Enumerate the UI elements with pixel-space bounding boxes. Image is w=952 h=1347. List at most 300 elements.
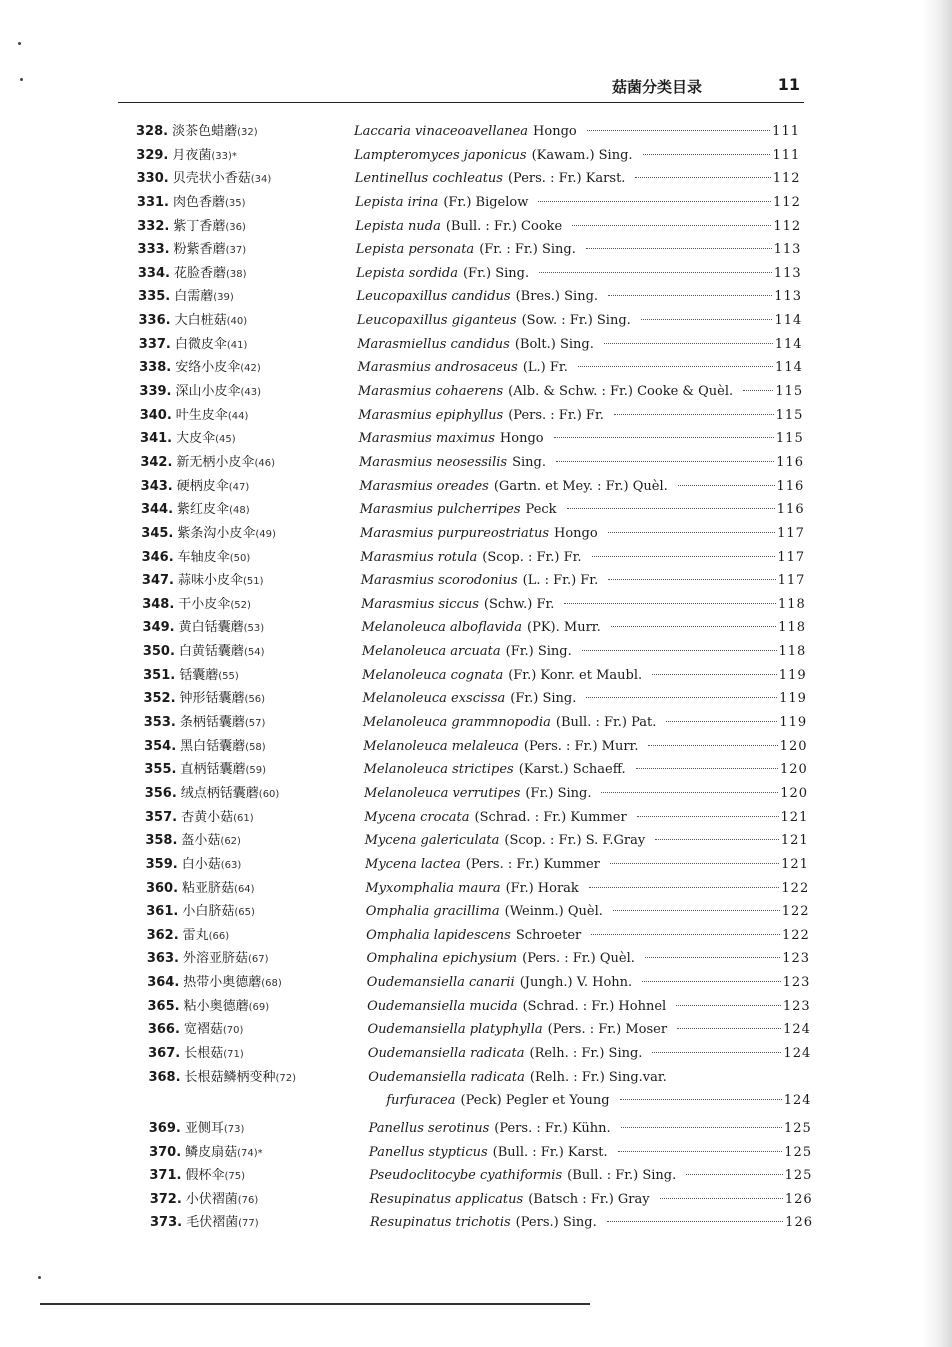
plate-reference: (47): [228, 481, 250, 493]
plate-reference: (42): [240, 363, 261, 375]
dot-leader: [587, 130, 770, 131]
index-entry: [0, 571, 952, 595]
page-ref: 123: [782, 975, 811, 991]
chinese-name: 紫丁香蘑: [173, 218, 226, 234]
entry-number: 338.: [139, 360, 172, 376]
plate-reference: (44): [227, 410, 249, 422]
page-ref: 111: [772, 147, 801, 163]
latin-name-cell: [365, 831, 809, 851]
chinese-name: 叶生皮伞: [175, 407, 228, 423]
chinese-name: 长根菇: [184, 1045, 224, 1061]
plate-reference: (71): [223, 1048, 244, 1060]
author-citation: (Fr.) Sing.: [462, 265, 530, 281]
latin-name-cell: [368, 1044, 811, 1064]
chinese-name: 新无柄小皮伞: [176, 454, 255, 470]
entry-number: 337.: [138, 336, 171, 352]
dot-leader: [572, 225, 771, 226]
plate-reference: (49): [255, 528, 276, 540]
index-entry: [0, 855, 952, 879]
page-ref: 125: [784, 1144, 813, 1160]
chinese-name-cell: [142, 571, 264, 592]
page-ref: 120: [779, 738, 808, 754]
index-entry: [0, 997, 952, 1021]
latin-name-cell: [361, 595, 806, 615]
entry-number: 340.: [139, 407, 172, 423]
latin-species: Lepista irina: [355, 194, 439, 210]
author-citation: (Bolt.) Sing.: [514, 336, 594, 352]
entry-number: 367.: [148, 1045, 181, 1061]
chinese-name: 条柄铦囊蘑: [179, 715, 245, 731]
page-ref: 118: [777, 596, 806, 612]
dot-leader: [564, 603, 776, 604]
chinese-name: 车轴皮伞: [177, 549, 230, 565]
latin-species: Melanoleuca alboflavida: [361, 620, 523, 636]
entry-number: 331.: [136, 194, 169, 210]
author-citation: (Fr.) Konr. et Maubl.: [508, 667, 643, 683]
index-entry: [0, 949, 952, 973]
chinese-name-cell: [149, 1119, 245, 1140]
author-citation: (L.) Fr.: [522, 360, 568, 376]
chinese-name: 铦囊蘑: [179, 667, 219, 683]
page-ref: 115: [775, 407, 804, 423]
dot-leader: [607, 1221, 783, 1222]
latin-species: Melanoleuca strictipes: [363, 762, 514, 778]
page-ref: 115: [775, 384, 804, 400]
latin-species: Leucopaxillus candidus: [356, 289, 511, 305]
latin-name-cell: [366, 902, 810, 922]
chinese-name-cell: [146, 855, 242, 876]
index-entry: [0, 287, 952, 311]
plate-reference: (61): [233, 812, 254, 824]
chinese-name-cell: [141, 477, 250, 498]
chinese-name: 粘小奥德蘑: [183, 998, 249, 1014]
index-entry: [0, 831, 952, 855]
index-entry: [0, 169, 952, 193]
page-ref: 112: [772, 171, 801, 187]
entry-number: 329.: [136, 147, 169, 163]
page-ref: 118: [778, 644, 807, 660]
chinese-name: 紫红皮伞: [177, 502, 230, 518]
chinese-name-cell: [148, 1020, 244, 1041]
latin-name-cell: [359, 429, 804, 449]
index-entry: [0, 122, 952, 146]
page-ref: 123: [782, 998, 811, 1014]
author-citation: Hongo: [554, 525, 598, 541]
index-entry: [0, 760, 952, 784]
index-entry: [0, 453, 952, 477]
plate-reference: (60): [258, 788, 280, 800]
chinese-name: 钟形铦囊蘑: [179, 691, 245, 707]
latin-name-cell: [358, 382, 803, 402]
author-citation: (Karst.) Schaeff.: [518, 762, 626, 778]
chinese-name: 亚侧耳: [184, 1120, 224, 1136]
chinese-name-cell: [143, 642, 265, 663]
chinese-name: 干小皮伞: [178, 596, 231, 612]
latin-species: Omphalina epichysium: [366, 951, 518, 967]
latin-name-cell: [356, 264, 802, 284]
index-entry: [0, 264, 952, 288]
plate-reference: (57): [244, 718, 266, 730]
dot-leader: [652, 674, 777, 675]
running-title: 菇菌分类目录: [611, 78, 702, 96]
entry-number: 336.: [138, 313, 171, 329]
plate-reference: (53): [243, 623, 265, 635]
latin-species: Marasmius rotula: [360, 549, 478, 565]
index-entry: [0, 548, 952, 572]
index-entry: [0, 1068, 952, 1115]
chinese-name-cell: [148, 1044, 244, 1065]
index-entry: [0, 784, 952, 808]
latin-species: Lepista personata: [355, 242, 475, 258]
author-citation: (L. : Fr.) Fr.: [522, 573, 599, 589]
author-citation: (Pers. : Fr.) Moser: [547, 1022, 668, 1038]
plate-reference: (54): [243, 647, 265, 659]
chinese-name: 雷丸: [182, 927, 209, 943]
chinese-name: 直柄铦囊蘑: [180, 762, 246, 778]
chinese-name-cell: [145, 831, 241, 852]
entry-number: 362.: [146, 927, 179, 943]
chinese-name-cell: [139, 335, 248, 356]
chinese-name-cell: [140, 406, 249, 427]
index-entry: [0, 382, 952, 406]
chinese-name-cell: [138, 240, 247, 261]
chinese-name: 小伏褶菌: [185, 1191, 238, 1207]
author-citation: (Scop. : Fr.) Fr.: [482, 549, 582, 565]
entry-number: 370.: [149, 1144, 182, 1160]
author-citation: (Bull. : Fr.) Pat.: [555, 715, 657, 731]
latin-species: Lampteromyces japonicus: [354, 147, 527, 163]
author-citation: (Fr.) Sing.: [510, 691, 577, 707]
dot-leader: [643, 154, 771, 155]
plate-reference: (62): [220, 836, 241, 848]
plate-reference: (68): [261, 978, 282, 990]
author-citation: Sing.: [512, 454, 546, 470]
latin-species: Marasmiellus candidus: [357, 336, 510, 352]
chinese-name: 假杯伞: [185, 1168, 225, 1184]
chinese-name: 杏黄小菇: [181, 809, 234, 825]
chinese-name: 长根菇鳞柄变种: [184, 1069, 276, 1085]
page-ref: 124: [783, 1022, 811, 1038]
chinese-name-cell: [136, 122, 258, 143]
index-entry: [0, 240, 952, 264]
dot-leader: [538, 201, 771, 202]
index-entry: [0, 595, 952, 619]
page-ref: 120: [780, 785, 809, 801]
scan-speck: [20, 78, 23, 81]
chinese-name: 紫条沟小皮伞: [177, 525, 256, 541]
page-ref: 116: [776, 502, 805, 518]
chinese-name: 蒜味小皮伞: [177, 573, 243, 589]
entry-number: 364.: [147, 975, 180, 991]
entry-number: 353.: [143, 715, 176, 731]
dot-leader: [601, 792, 778, 793]
page-ref: 113: [773, 242, 802, 258]
latin-species: Pseudoclitocybe cyathiformis: [369, 1168, 563, 1184]
entry-number: 365.: [147, 998, 180, 1014]
dot-leader: [620, 1099, 782, 1100]
plate-reference: (41): [226, 339, 248, 351]
plate-reference: (65): [234, 907, 255, 919]
latin-species: Lepista sordida: [356, 265, 458, 281]
entry-number: 330.: [136, 171, 169, 187]
chinese-name-cell: [149, 1166, 245, 1187]
dot-leader: [556, 461, 774, 462]
index-entry: [0, 193, 952, 217]
chinese-name: 贝壳状小香菇: [172, 171, 251, 187]
latin-name-cell: [365, 855, 809, 875]
index-entry: [0, 429, 952, 453]
author-citation: (PK). Murr.: [527, 620, 601, 636]
chinese-name-cell: [146, 902, 255, 923]
author-citation: Peck: [525, 502, 557, 518]
chinese-name-cell: [139, 382, 261, 403]
plate-reference: (32): [237, 127, 258, 138]
dot-leader: [635, 177, 770, 178]
latin-name-cell: [366, 949, 810, 969]
entry-number: 335.: [138, 289, 171, 305]
plate-reference: (63): [220, 859, 242, 871]
entry-number: 360.: [145, 880, 179, 896]
chinese-name-cell: [141, 524, 276, 545]
index-entry: [0, 689, 952, 713]
chinese-name: 粘亚脐菇: [182, 880, 235, 896]
chinese-name: 大皮伞: [176, 431, 216, 447]
page-ref: 122: [781, 927, 810, 943]
plate-reference: (73): [223, 1123, 245, 1135]
scan-speck: [38, 1276, 41, 1279]
chinese-name: 黑白铦囊蘑: [180, 738, 246, 754]
plate-reference: (64): [234, 883, 255, 895]
page-ref: 126: [785, 1215, 813, 1231]
latin-name-cell: [363, 689, 807, 709]
dot-leader: [610, 863, 779, 864]
latin-species: Marasmius pulcherripes: [359, 502, 521, 518]
dot-leader: [676, 1005, 781, 1006]
index-entry: [0, 713, 952, 737]
chinese-name-cell: [137, 193, 246, 214]
latin-name-cell: [354, 146, 800, 166]
chinese-name: 白小菇: [181, 856, 221, 872]
latin-species: Resupinatus trichotis: [370, 1215, 511, 1231]
chinese-name: 安络小皮伞: [175, 360, 241, 376]
latin-species: Melanoleuca cognata: [362, 667, 504, 683]
latin-species: Oudemansiella platyphylla: [367, 1022, 543, 1038]
chinese-name-cell: [146, 879, 255, 900]
page-ref: 121: [781, 856, 809, 872]
latin-species: Melanoleuca grammnopodia: [362, 715, 551, 731]
entry-number: 339.: [139, 384, 172, 400]
entry-number: 361.: [146, 904, 179, 920]
dot-leader: [589, 887, 780, 888]
index-entry: [0, 1166, 952, 1190]
page-ref: 116: [776, 454, 805, 470]
dot-leader: [554, 437, 774, 438]
dot-leader: [582, 650, 777, 651]
plate-reference: (67): [247, 954, 269, 966]
index-entry: [0, 642, 952, 666]
author-citation: (Pers. : Fr.) Kühn.: [494, 1120, 611, 1136]
entry-number: 358.: [145, 833, 178, 849]
page-ref: 119: [779, 691, 807, 707]
latin-name-cell: [357, 311, 802, 331]
dot-leader: [604, 343, 773, 344]
dot-leader: [586, 697, 777, 698]
dot-leader: [678, 485, 775, 486]
chinese-name: 白黄铦囊蘑: [178, 644, 244, 660]
entry-number: 346.: [141, 549, 174, 565]
page-ref: 124: [783, 1093, 812, 1109]
chinese-name-cell: [138, 287, 234, 308]
dot-leader: [586, 248, 772, 249]
chinese-name-cell: [147, 949, 269, 970]
dot-leader: [666, 721, 777, 722]
chinese-name: 粉紫香蘑: [173, 242, 226, 258]
dot-leader: [608, 532, 775, 533]
chinese-name-cell: [143, 666, 239, 687]
latin-name-cell: [359, 453, 804, 473]
dot-leader: [645, 957, 780, 958]
author-citation: (Bres.) Sing.: [515, 289, 599, 305]
entry-number: 349.: [142, 620, 175, 636]
author-citation: (Bull. : Fr.) Sing.: [567, 1168, 677, 1184]
author-citation: (Batsch : Fr.) Gray: [528, 1191, 650, 1207]
chinese-name-cell: [149, 1143, 263, 1164]
chinese-name-cell: [144, 737, 266, 758]
entry-number: 347.: [141, 573, 174, 589]
page-ref: 122: [781, 904, 810, 920]
page-ref: 123: [782, 951, 811, 967]
dot-leader: [636, 768, 778, 769]
page-ref: 114: [774, 313, 803, 329]
index-entry: [0, 1190, 952, 1214]
page-ref: 119: [778, 667, 807, 683]
author-citation: (Jungh.) V. Hohn.: [519, 975, 633, 991]
dot-leader: [608, 579, 775, 580]
page-ref: 114: [774, 336, 803, 352]
page-ref: 118: [778, 620, 807, 636]
index-entry: [0, 524, 952, 548]
chinese-name: 深山小皮伞: [175, 384, 241, 400]
chinese-name-cell: [148, 997, 270, 1018]
index-entry: [0, 808, 952, 832]
latin-species: Melanoleuca exscissa: [362, 691, 506, 707]
dot-leader: [677, 1028, 781, 1029]
author-citation: (Scop. : Fr.) S. F.Gray: [504, 833, 646, 849]
chinese-name: 外溶亚脐菇: [182, 951, 248, 967]
dot-leader: [592, 556, 776, 557]
index-entry: [0, 477, 952, 501]
entry-number: 341.: [140, 431, 173, 447]
page-ref: 126: [784, 1191, 813, 1207]
latin-name-cell: [355, 217, 801, 237]
latin-species: Oudemansiella radicata: [367, 1045, 525, 1061]
latin-species: Marasmius epiphyllus: [358, 407, 504, 423]
scan-shadow-edge: [922, 0, 952, 1347]
plate-reference: (43): [240, 387, 262, 399]
author-citation: (Alb. & Schw. : Fr.) Cooke & Quèl.: [508, 384, 734, 400]
chinese-name-cell: [138, 311, 247, 332]
dot-leader: [567, 508, 775, 509]
chinese-name-cell: [139, 358, 261, 379]
entry-number: 371.: [149, 1168, 182, 1184]
author-citation: (Weinm.) Quèl.: [504, 904, 603, 920]
index-entry: [0, 311, 952, 335]
latin-species: Panellus stypticus: [368, 1144, 488, 1160]
latin-name-cell: [363, 737, 807, 757]
latin-name-cell: [358, 406, 803, 426]
entry-number: 357.: [145, 809, 178, 825]
latin-name-cell: [369, 1143, 812, 1163]
author-citation: (Fr. : Fr.) Sing.: [479, 242, 576, 258]
page-ref: 125: [784, 1120, 812, 1136]
plate-reference: (50): [229, 552, 251, 564]
latin-name-cell: [361, 571, 806, 591]
entry-number: 356.: [144, 785, 177, 801]
index-entry: [0, 902, 952, 926]
dot-leader: [637, 816, 779, 817]
author-citation: (Kawam.) Sing.: [531, 147, 633, 163]
index-entry: [0, 1213, 952, 1237]
page-ref: 117: [777, 549, 806, 565]
entry-number: 368.: [148, 1069, 181, 1085]
chinese-name: 黄白铦囊蘑: [178, 620, 244, 636]
latin-species: Oudemansiella canarii: [366, 975, 515, 991]
plate-reference: (51): [243, 576, 264, 588]
latin-species: Marasmius androsaceus: [357, 360, 518, 376]
chinese-name: 硬柄皮伞: [176, 478, 229, 494]
chinese-name-cell: [138, 264, 247, 285]
page-ref: 117: [777, 525, 805, 541]
chinese-name-cell: [143, 618, 265, 639]
plate-reference: (77): [238, 1218, 259, 1230]
chinese-name: 淡茶色蜡蘑: [172, 124, 238, 139]
chinese-name-cell: [145, 808, 254, 829]
latin-name-cell: [367, 973, 811, 993]
author-citation: (Relh. : Fr.) Sing.var.: [529, 1069, 667, 1085]
index-entry: [0, 879, 952, 903]
latin-name-cell: [360, 548, 805, 568]
plate-reference: (55): [218, 670, 239, 682]
page-ref: 111: [772, 124, 800, 139]
author-citation: Hongo: [499, 431, 544, 447]
chinese-name-cell: [140, 429, 236, 450]
chinese-name-cell: [141, 500, 250, 521]
entry-number: 359.: [145, 856, 178, 872]
latin-species: Oudemansiella mucida: [367, 998, 518, 1014]
entry-number: 354.: [144, 738, 177, 754]
plate-reference: (66): [208, 930, 230, 942]
entry-number: 355.: [144, 762, 177, 778]
entry-number: 369.: [148, 1120, 181, 1136]
dot-leader: [614, 414, 774, 415]
latin-name-cell: [360, 524, 805, 544]
dot-leader: [686, 1174, 782, 1175]
index-entry: [0, 358, 952, 382]
dot-leader: [642, 981, 780, 982]
index-entry: [0, 1020, 952, 1044]
author-citation: (Pers. : Fr.) Fr.: [508, 407, 604, 423]
index-entry: [0, 926, 952, 950]
dot-leader: [611, 626, 777, 627]
chinese-name-cell: [147, 973, 282, 994]
latin-species: Marasmius oreades: [359, 478, 489, 494]
bottom-rule: [40, 1303, 590, 1305]
author-citation: (Bull. : Fr.) Karst.: [492, 1144, 608, 1160]
latin-name-cell: [368, 1020, 811, 1040]
author-citation: (Schw.) Fr.: [483, 596, 555, 612]
latin-species: Oudemansiella radicata: [368, 1069, 525, 1085]
page-ref: 121: [780, 809, 809, 825]
